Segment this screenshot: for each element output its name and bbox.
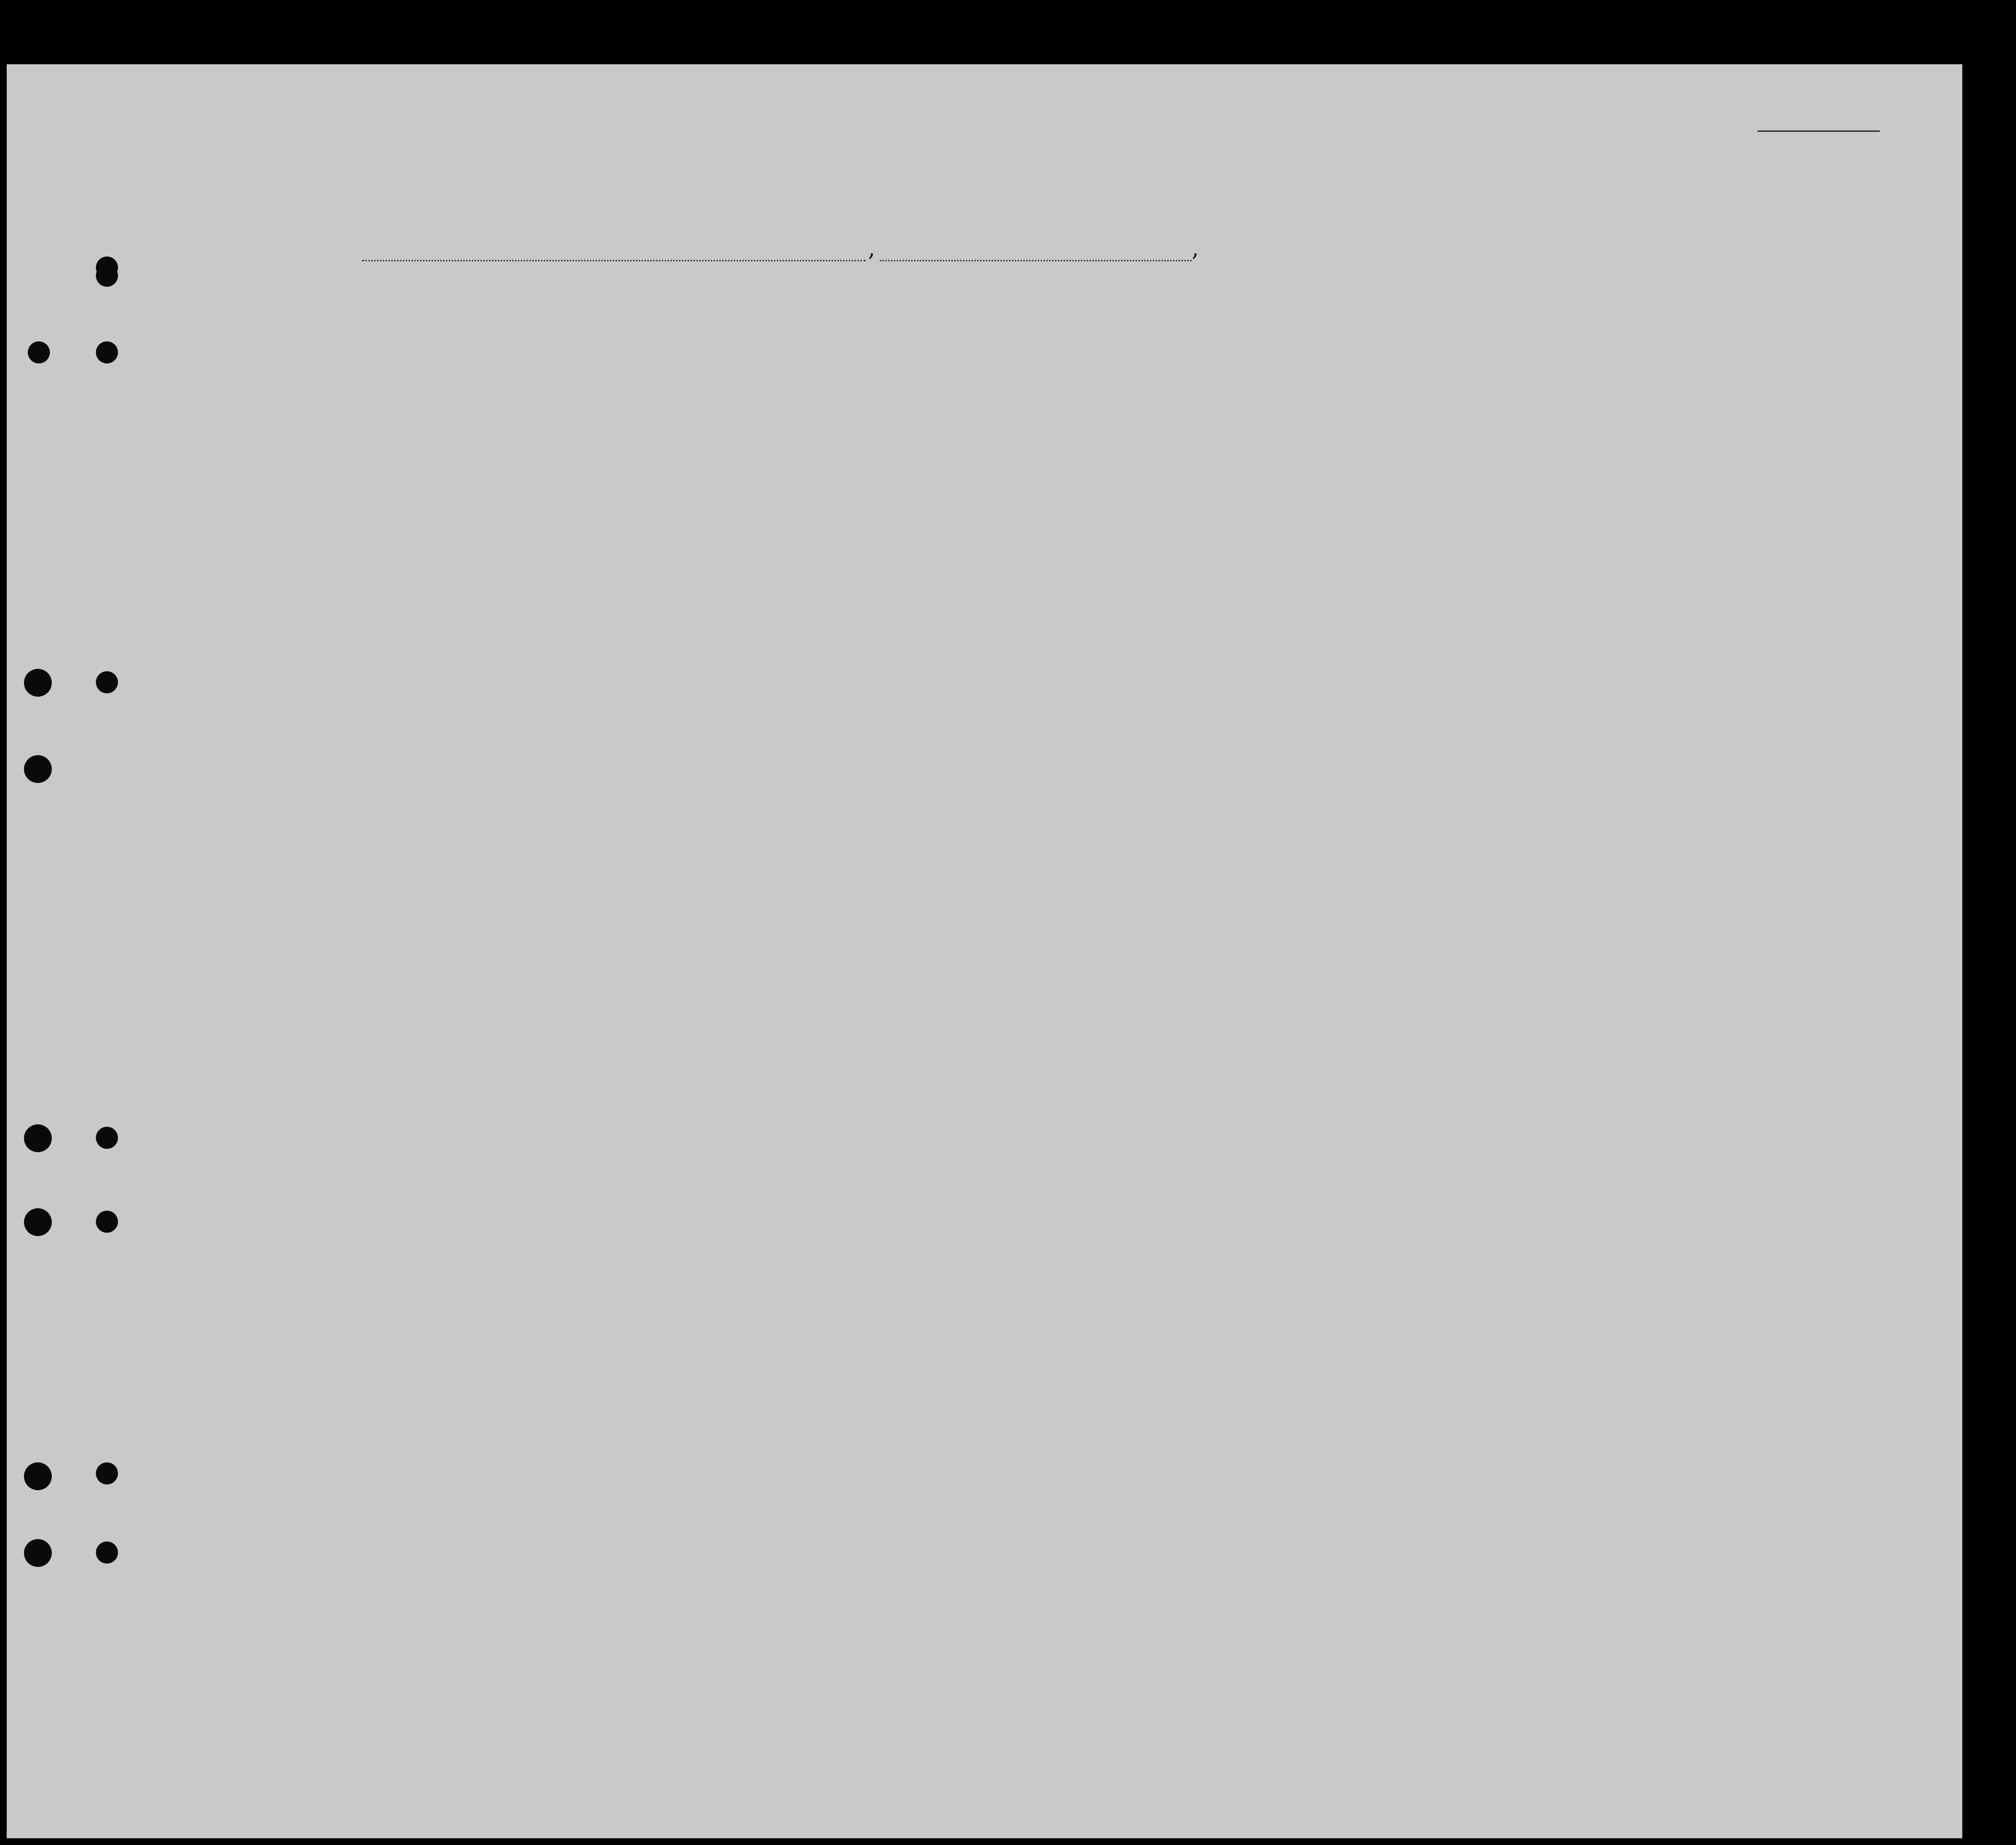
header-purpose-a (1164, 345, 1198, 444)
comma: , (1192, 235, 1199, 262)
header-question-31 (1487, 331, 1506, 444)
header-fifty-dollars (719, 331, 741, 441)
header-purpose-b (1204, 345, 1237, 444)
header-purpose-c (1240, 345, 1268, 444)
header-ticket (596, 331, 618, 441)
comma: , (868, 235, 876, 262)
header-question-28 (1370, 331, 1419, 444)
header-polygamist (1319, 331, 1338, 444)
header-question-30 (1463, 331, 1482, 444)
header-feet (1621, 412, 1630, 441)
header-question-29 (1424, 331, 1458, 444)
header-anarchist (1345, 331, 1364, 444)
header-inches (1642, 405, 1652, 441)
header-prison (1276, 331, 1309, 444)
